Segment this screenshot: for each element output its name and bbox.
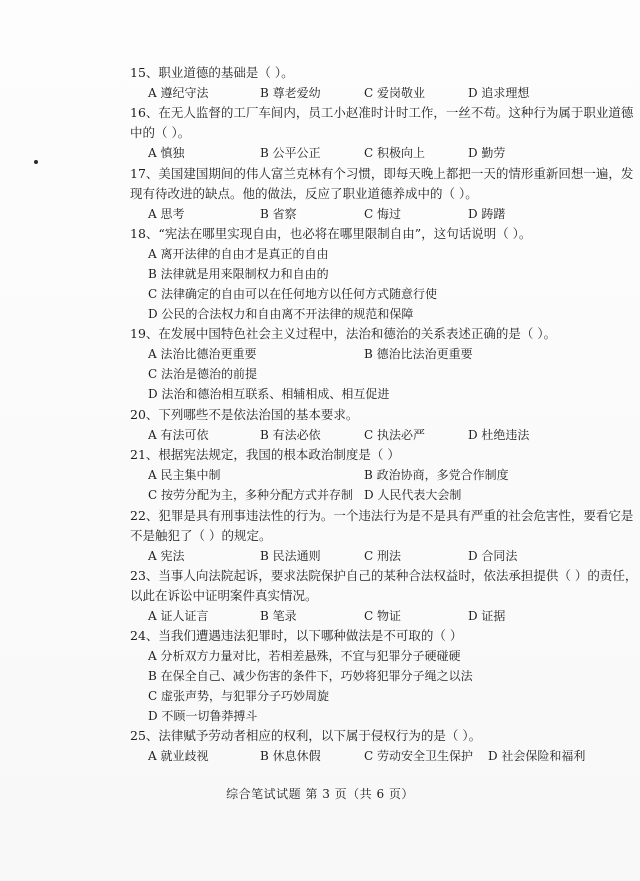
question-25-option-c: C 劳动安全卫生保护 (364, 749, 473, 763)
question-22-option-b: B 民法通则 (260, 549, 321, 563)
question-21-option-d: D 人民代表大会制 (364, 488, 462, 502)
question-21-stem: 21、根据宪法规定，我国的根本政治制度是（ ） (130, 447, 400, 462)
question-19-option-d: D 法治和德治相互联系、相辅相成、相互促进 (148, 387, 390, 401)
question-22-option-a: A 宪法 (148, 549, 185, 563)
question-24-option-d: D 不顾一切鲁莽搏斗 (148, 709, 258, 723)
question-24-option-a: A 分析双方力量对比，若相差悬殊，不宜与犯罪分子硬碰硬 (148, 649, 461, 663)
question-22-option-d: D 合同法 (468, 549, 518, 563)
question-19-option-a: A 法治比德治更重要 (148, 347, 257, 361)
question-19-option-c: C 法治是德治的前提 (148, 367, 257, 381)
question-25-option-d: D 社会保险和福利 (488, 749, 586, 763)
question-23-option-a: A 证人证言 (148, 609, 209, 623)
question-21-option-c: C 按劳分配为主，多种分配方式并存制 (148, 488, 353, 502)
question-15-option-b: B 尊老爱幼 (260, 86, 321, 100)
question-19-option-b: B 德治比法治更重要 (364, 347, 473, 361)
question-23-stem-continued: 以此在诉讼中证明案件真实情况。 (130, 588, 318, 603)
question-25-stem: 25、法律赋予劳动者相应的权利，以下属于侵权行为的是（ ）。 (130, 728, 482, 743)
question-23-stem: 23、当事人向法院起诉，要求法院保护自己的某种合法权益时，依法承担提供（ ）的责任， (130, 568, 638, 583)
question-18-stem: 18、“宪法在哪里实现自由，也必将在哪里限制自由”，这句话说明（ ）。 (130, 226, 532, 241)
question-15-option-a: A 遵纪守法 (148, 86, 209, 100)
question-24-option-b: B 在保全自己、减少伤害的条件下，巧妙将犯罪分子绳之以法 (148, 669, 473, 683)
question-17-option-c: C 悔过 (364, 207, 401, 221)
question-18-option-b: B 法律就是用来限制权力和自由的 (148, 267, 329, 281)
question-23-option-c: C 物证 (364, 609, 401, 623)
question-18-option-c: C 法律确定的自由可以在任何地方以任何方式随意行使 (148, 287, 437, 301)
question-20-option-b: B 有法必依 (260, 428, 321, 442)
question-16-option-d: D 勤劳 (468, 146, 506, 160)
question-24-stem: 24、当我们遭遇违法犯罪时，以下哪种做法是不可取的（ ） (130, 628, 463, 643)
question-17-option-b: B 省察 (260, 207, 297, 221)
question-21-option-b: B 政治协商，多党合作制度 (364, 468, 509, 482)
question-18-option-a: A 离开法律的自由才是真正的自由 (148, 247, 329, 261)
question-15-option-c: C 爱岗敬业 (364, 86, 425, 100)
question-23-option-d: D 证据 (468, 609, 506, 623)
question-23-option-b: B 笔录 (260, 609, 297, 623)
question-20-option-d: D 杜绝违法 (468, 428, 530, 442)
question-17-stem-continued: 现有待改进的缺点。他的做法，反应了职业道德养成中的（ ）。 (130, 186, 478, 201)
question-20-stem: 20、下列哪些不是依法治国的基本要求。 (130, 407, 359, 422)
question-22-stem: 22、犯罪是具有刑事违法性的行为。一个违法行为是不是具有严重的社会危害性，要看它是 (130, 508, 634, 523)
question-25-option-a: A 就业歧视 (148, 749, 209, 763)
question-16-stem-continued: 中的（ ）。 (130, 125, 191, 140)
question-20-option-a: A 有法可依 (148, 428, 209, 442)
question-16-option-b: B 公平公正 (260, 146, 321, 160)
question-18-option-d: D 公民的合法权力和自由离不开法律的规范和保障 (148, 307, 414, 321)
question-17-option-d: D 踌躇 (468, 207, 506, 221)
question-20-option-c: C 执法必严 (364, 428, 425, 442)
question-16-option-a: A 慎独 (148, 146, 185, 160)
question-16-option-c: C 积极向上 (364, 146, 425, 160)
question-17-option-a: A 思考 (148, 207, 185, 221)
question-16-stem: 16、在无人监督的工厂车间内，员工小赵准时计时工作，一丝不苟。这种行为属于职业道德 (130, 105, 634, 120)
question-17-stem: 17、美国建国期间的伟人富兰克林有个习惯，即每天晚上都把一天的情形重新回想一遍，发 (130, 166, 634, 181)
question-25-option-b: B 休息休假 (260, 749, 321, 763)
question-19-stem: 19、在发展中国特色社会主义过程中，法治和德治的关系表述正确的是（ ）。 (130, 326, 557, 341)
question-24-option-c: C 虚张声势，与犯罪分子巧妙周旋 (148, 689, 329, 703)
scan-mark (34, 160, 38, 164)
question-15-stem: 15、职业道德的基础是（ ）。 (130, 65, 294, 80)
question-22-stem-continued: 不是触犯了（ ）的规定。 (130, 528, 272, 543)
question-15-option-d: D 追求理想 (468, 86, 530, 100)
question-21-option-a: A 民主集中制 (148, 468, 221, 482)
question-22-option-c: C 刑法 (364, 549, 401, 563)
page-footer: 综合笔试试题 第 3 页（共 6 页） (226, 787, 414, 801)
